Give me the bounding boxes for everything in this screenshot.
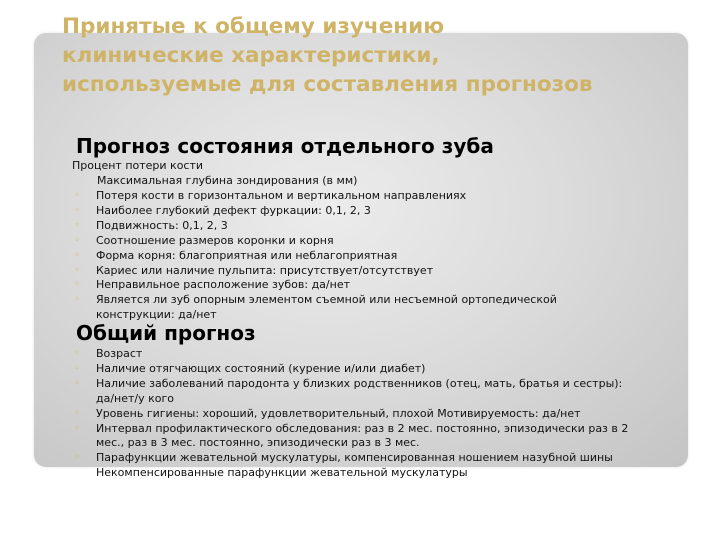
bullet-icon: ◦ bbox=[74, 407, 80, 419]
bullet-icon: ◦ bbox=[74, 249, 80, 261]
list-item bbox=[72, 249, 557, 264]
list-item-line: Наиболее глубокий дефект фуркации: 0,1, 2, 3 bbox=[96, 203, 371, 217]
list-item-line: Уровень гигиены: хороший, удовлетворительный, плохой Мотивируемость: да/нет bbox=[96, 406, 581, 420]
list-item-line: Интервал профилактического обследования: раз в 2 мес. постоянно, эпизодически раз в 2 bbox=[96, 421, 629, 435]
bullet-icon: ◦ bbox=[74, 190, 80, 201]
title-line: используемые для составления прогнозов bbox=[62, 72, 593, 97]
list-item bbox=[72, 278, 557, 293]
list-item bbox=[72, 362, 628, 377]
list-item-line: Парафункции жевательной мускулатуры, компенсированная ношением назубной шины bbox=[96, 451, 613, 465]
intro-line-bone-loss: Процент потери кости bbox=[72, 159, 204, 172]
bullet-icon: ◦ bbox=[74, 422, 80, 434]
general-prognosis-list bbox=[72, 347, 628, 481]
title-line: клинические характеристики, bbox=[62, 43, 440, 68]
section-heading-general-prognosis: Общий прогноз bbox=[76, 321, 256, 345]
list-item bbox=[72, 347, 628, 362]
list-item-line: Потеря кости в горизонтальном и вертикальном направлениях bbox=[96, 189, 467, 202]
bullet-icon: ◦ bbox=[74, 279, 80, 291]
list-item bbox=[72, 204, 557, 219]
bullet-icon: ◦ bbox=[74, 234, 80, 246]
bullet-icon: ◦ bbox=[74, 348, 80, 359]
bullet-icon: ◦ bbox=[74, 294, 80, 306]
list-item-line: Неправильное расположение зубов: да/нет bbox=[96, 278, 350, 292]
list-item-line: да/нет/у кого bbox=[96, 391, 175, 405]
list-item bbox=[72, 377, 628, 407]
list-item bbox=[72, 451, 628, 481]
list-item bbox=[72, 189, 557, 204]
list-item bbox=[72, 422, 628, 452]
list-item bbox=[72, 407, 628, 422]
list-item-line: Некомпенсированные парафункции жевательной мускулатуры bbox=[96, 466, 468, 480]
bullet-icon: ◦ bbox=[74, 377, 80, 389]
list-item bbox=[72, 219, 557, 234]
list-item-line: Форма корня: благоприятная или неблагоприятная bbox=[96, 248, 398, 262]
tooth-prognosis-list bbox=[72, 189, 557, 323]
list-item-line: мес., раз в 3 мес. постоянно, эпизодически раз в 3 мес. bbox=[96, 436, 420, 450]
bullet-icon: ◦ bbox=[74, 452, 80, 464]
list-item-line: конструкции: да/нет bbox=[96, 308, 217, 322]
list-item-line: Соотношение размеров коронки и корня bbox=[96, 233, 334, 247]
bullet-icon: ◦ bbox=[74, 204, 80, 216]
bullet-icon: ◦ bbox=[74, 219, 80, 231]
list-item bbox=[72, 264, 557, 279]
list-item-line: Наличие заболеваний пародонта у близких родственников (отец, мать, братья и сестры): bbox=[96, 376, 623, 390]
section-heading-tooth-prognosis: Прогноз состояния отдельного зуба bbox=[76, 134, 494, 158]
list-item-line: Наличие отягчающих состояний (курение и/или диабет) bbox=[96, 361, 426, 375]
list-item bbox=[72, 234, 557, 249]
title-line: Принятые к общему изучению bbox=[62, 14, 445, 39]
list-item-line: Возраст bbox=[96, 347, 143, 360]
bullet-icon: ◦ bbox=[74, 264, 80, 276]
slide-title bbox=[62, 12, 712, 99]
intro-line-probing-depth: Максимальная глубина зондирования (в мм) bbox=[97, 174, 358, 187]
bullet-icon: ◦ bbox=[74, 362, 80, 374]
list-item bbox=[72, 293, 557, 323]
list-item-line: Является ли зуб опорным элементом съемной или несъемной ортопедической bbox=[96, 293, 557, 307]
list-item-line: Кариес или наличие пульпита: присутствует/отсутствует bbox=[96, 263, 434, 277]
list-item-line: Подвижность: 0,1, 2, 3 bbox=[96, 218, 228, 232]
